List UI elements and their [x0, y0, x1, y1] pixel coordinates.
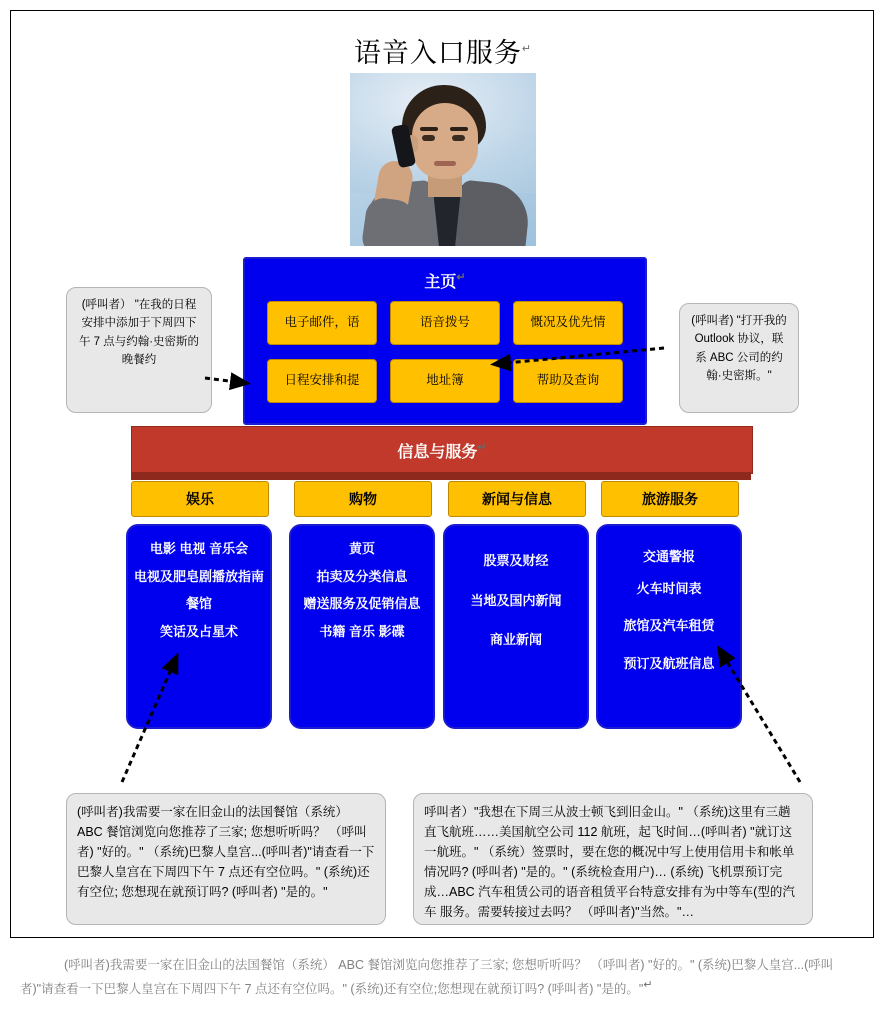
home-button-label: 语音拨号 [419, 315, 470, 330]
home-button-label: 慨况及优先情 [530, 315, 606, 330]
category-item[interactable]: 当地及国内新闻 [470, 592, 562, 608]
photo-sleeve [360, 196, 416, 246]
category-item[interactable]: 商业新闻 [489, 632, 542, 648]
category-column-travel [596, 524, 742, 729]
category-item[interactable]: 书籍 音乐 影碟 [319, 623, 405, 639]
category-column-news [443, 524, 589, 729]
callout-travel-dialog [413, 793, 813, 925]
footer-note: (呼叫者)我需要一家在旧金山的法国餐馆（系统） ABC 餐馆浏览向您推荐了三家; 您想听听吗？ （呼叫者) "好的。" (系统)巴黎人皇宫...(呼叫者)"请查看一下巴黎人皇宫在下周四下午 7 点还有空位吗。" (系统)还有空位;您想现在就预订吗? (呼叫者) "是的。"↵ [20, 958, 834, 997]
pilcrow-mark: ↵ [477, 441, 487, 454]
callout-text: (呼叫者)我需要一家在旧金山的法国餐馆（系统） ABC 餐馆浏览向您推荐了三家; 您想听听吗？ （呼叫者) "好的。" （系统)巴黎人皇宫...(呼叫者)"请查看一下巴黎人皇宫在下周四下午 7 点还有空位吗。" (系统)还有空位; 您想现在就预订吗? (呼叫者) "是的。" [77, 805, 375, 899]
category-item[interactable]: 火车时间表 [636, 580, 702, 596]
category-item[interactable]: 笑话及占星术 [159, 623, 238, 639]
category-item[interactable]: 交通警报 [642, 549, 695, 564]
category-item[interactable]: 电影 电视 音乐会 [149, 541, 249, 556]
pilcrow-mark: ↵ [456, 271, 466, 284]
pilcrow-mark: ↵ [521, 43, 533, 55]
home-button-calendar[interactable] [267, 359, 377, 403]
callout-outlook [679, 303, 799, 413]
home-button-address-book[interactable] [390, 359, 500, 403]
home-button-label: 地址簿 [426, 373, 464, 388]
photo-eye-right [452, 135, 465, 141]
category-item[interactable]: 餐馆 [185, 596, 212, 612]
category-item[interactable]: 赠送服务及促销信息 [303, 596, 421, 612]
info-services-bar [131, 426, 753, 474]
photo-mouth [434, 161, 456, 166]
info-services-bar-shadow [131, 472, 751, 480]
category-item[interactable]: 电视及肥皂剧播放指南 [134, 568, 265, 584]
home-button-overview[interactable] [513, 301, 623, 345]
category-column-shopping [289, 524, 435, 729]
category-column-entertainment [126, 524, 272, 729]
home-button-label: 帮助及查询 [536, 373, 600, 388]
category-item[interactable]: 预订及航班信息 [623, 655, 715, 671]
home-button-help[interactable] [513, 359, 623, 403]
category-item[interactable]: 旅馆及汽车租赁 [623, 618, 715, 634]
category-tab-entertainment[interactable] [131, 481, 269, 517]
photo-brow-right [450, 127, 468, 131]
home-panel [243, 257, 647, 425]
category-tab-news[interactable] [448, 481, 586, 517]
pilcrow-mark: ↵ [643, 979, 653, 992]
callout-restaurant-dialog [66, 793, 386, 925]
category-item[interactable]: 股票及财经 [483, 553, 549, 568]
category-tab-label: 新闻与信息 [482, 491, 552, 507]
page-title: 语音入口服务↵ [353, 38, 533, 68]
category-tab-label: 娱乐 [186, 491, 214, 507]
category-tab-shopping[interactable] [294, 481, 432, 517]
home-panel-title: 主页↵ [424, 271, 466, 291]
photo-face [412, 103, 478, 179]
home-button-label: 日程安排和提 [284, 373, 360, 388]
callout-calendar [66, 287, 212, 413]
diagram-frame [10, 10, 874, 938]
callout-text: 呼叫者）"我想在下周三从波士顿飞到旧金山。" （系统)这里有三趟直飞航班……美国航空公司 112 航班，起飞时间…(呼叫者) "就订这一航班。" （系统）签票时，要在您的概况中写上使用信用卡和帐单情况吗? (呼叫者) "是的。" (系统检查用户)… (系统) 飞机票预订完成…ABC 汽车租赁公司的语音租赁平台特意安排有为中等车(型的汽车 服务。需要转接过去吗？ （呼叫者)"当然。"… [424, 805, 795, 919]
home-button-label: 电子邮件，语 [284, 315, 360, 330]
category-item[interactable]: 拍卖及分类信息 [316, 568, 408, 584]
category-tab-label: 购物 [349, 491, 377, 507]
home-button-voice-dial[interactable] [390, 301, 500, 345]
man-on-phone-photo [350, 73, 536, 246]
home-button-email[interactable] [267, 301, 377, 345]
category-tab-travel[interactable] [601, 481, 739, 517]
callout-text: (呼叫者) "打开我的 Outlook 协议，联系 ABC 公司的约翰·史密斯。" [691, 315, 787, 383]
callout-text: (呼叫者） "在我的日程安排中添加于下周四下午 7 点与约翰·史密斯的晚餐约 [78, 299, 200, 367]
category-item[interactable]: 黄页 [348, 541, 375, 556]
photo-eye-left [422, 135, 435, 141]
info-services-label: 信息与服务↵ [397, 441, 487, 461]
photo-brow-left [420, 127, 438, 131]
category-tab-label: 旅游服务 [642, 491, 698, 507]
